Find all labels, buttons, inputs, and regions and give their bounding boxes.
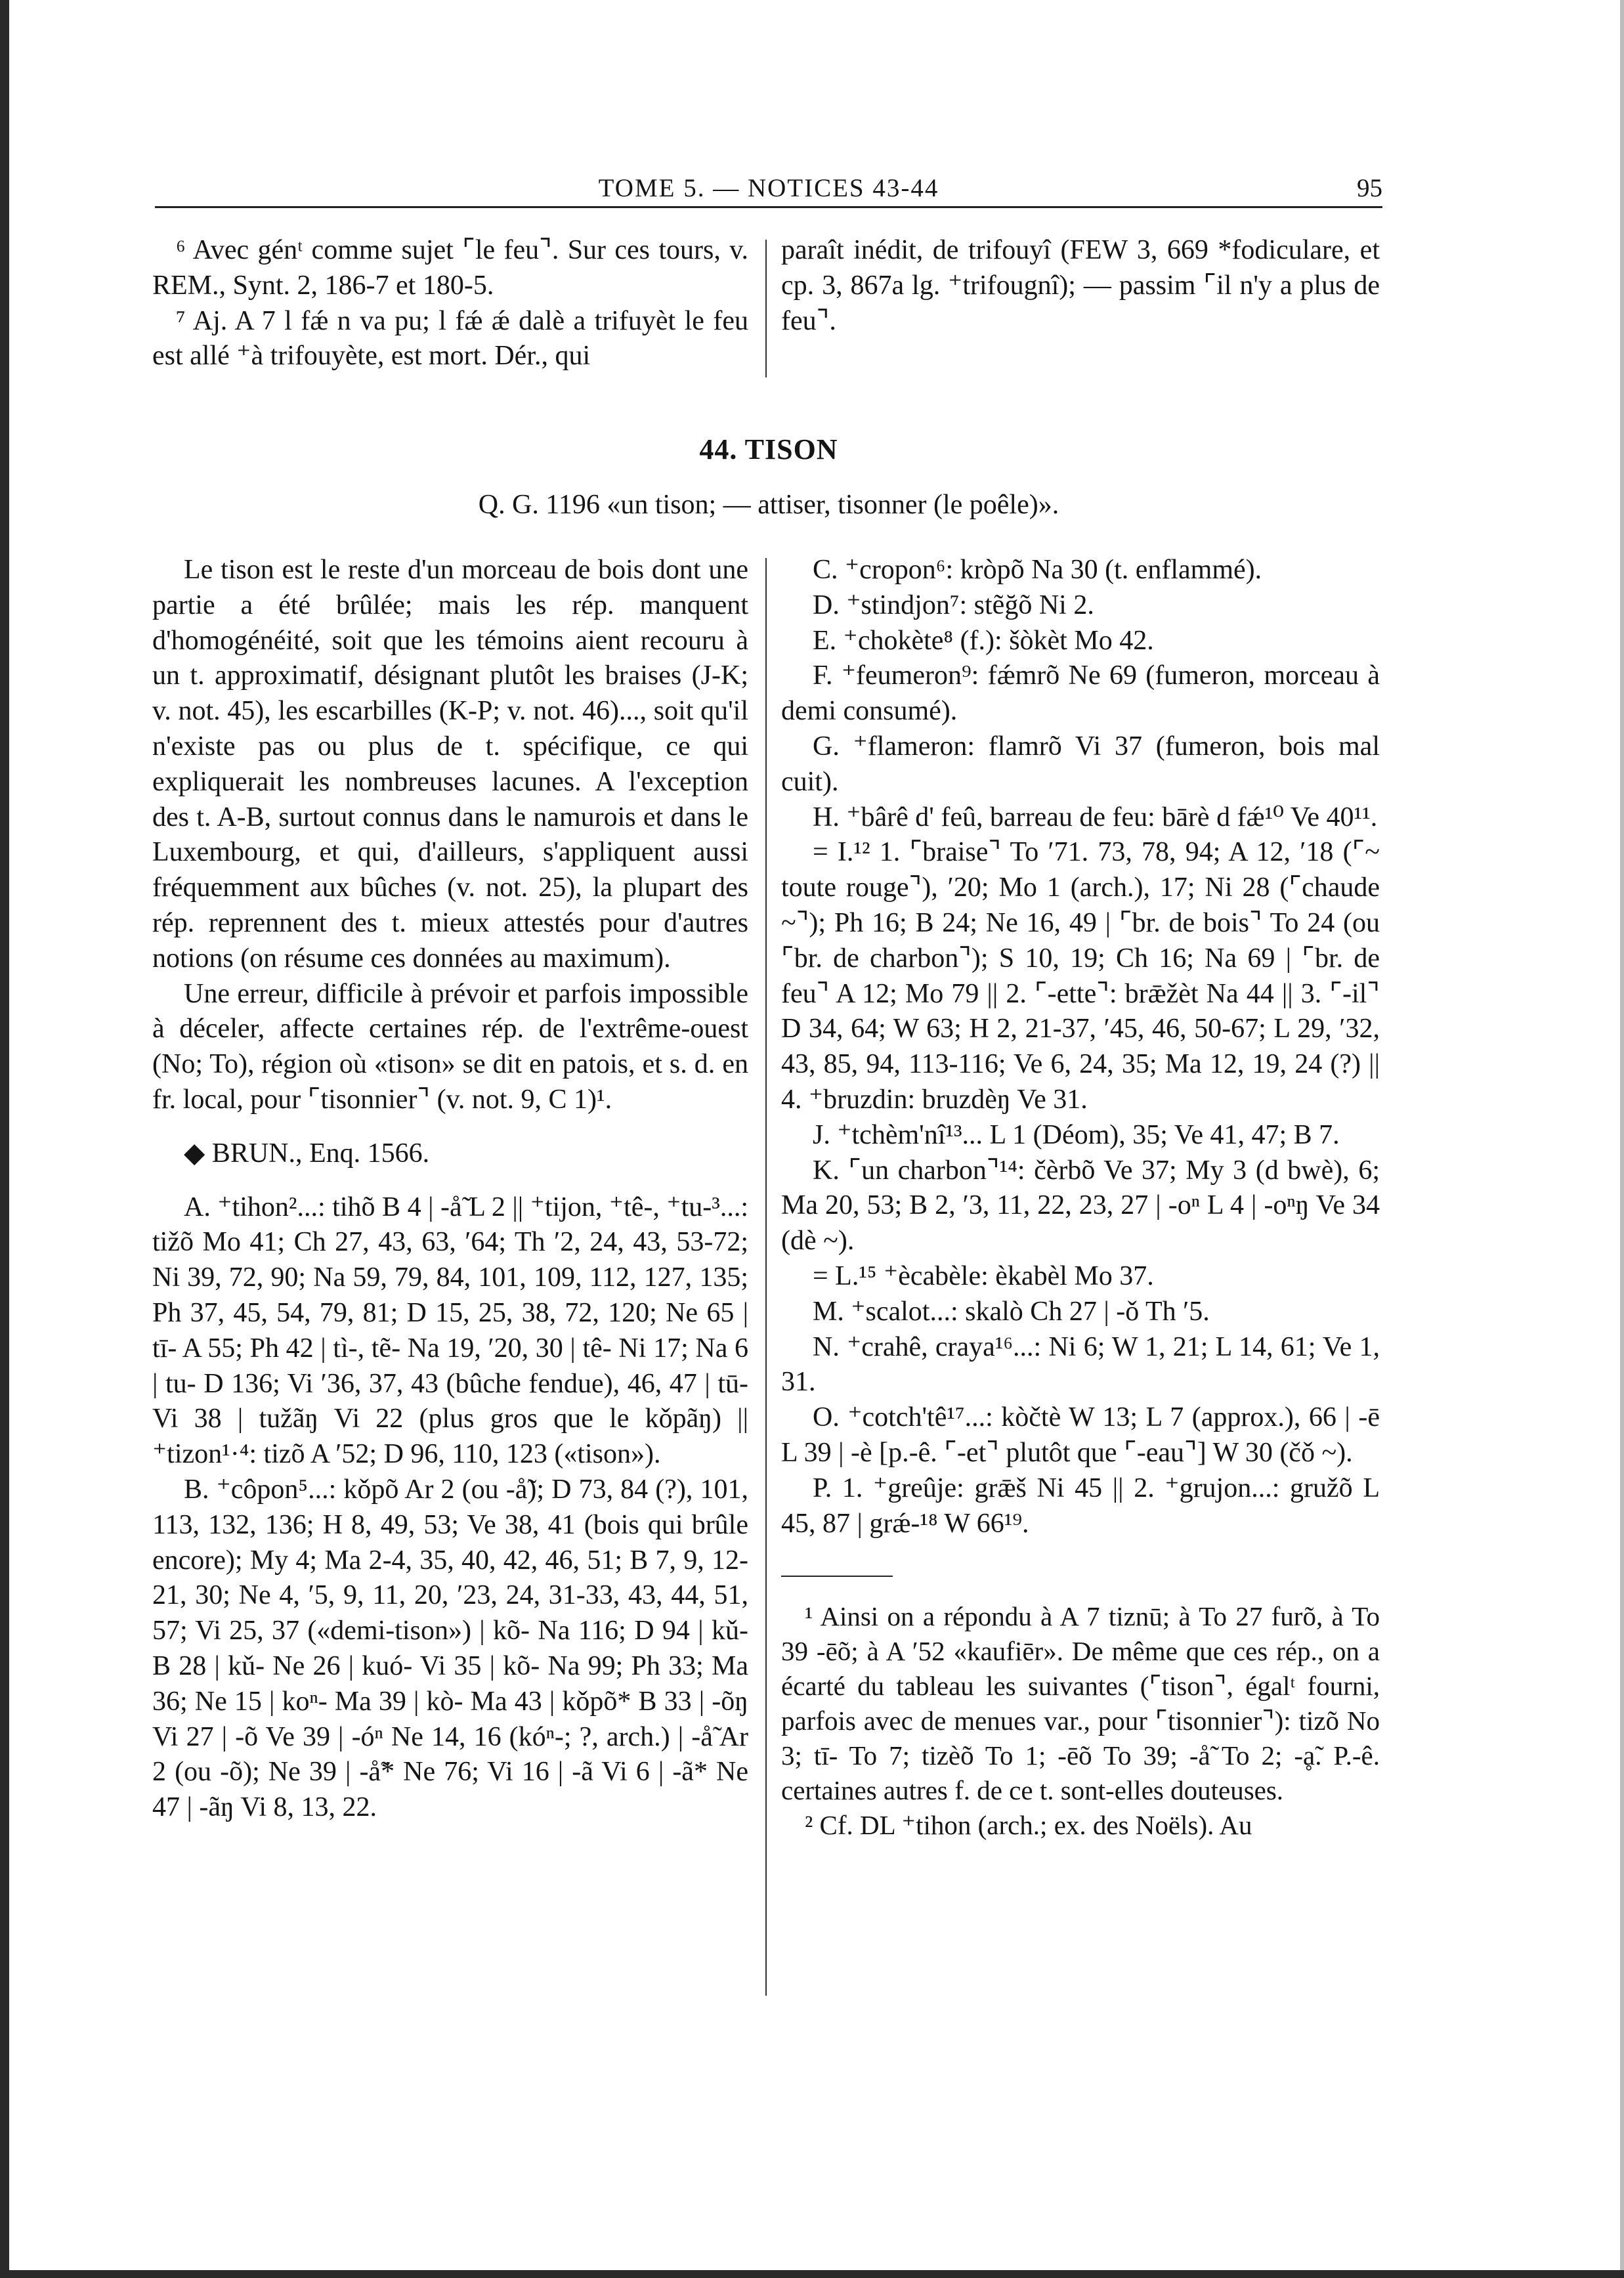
column-divider-top bbox=[765, 240, 767, 377]
footnote-6: ⁶ Avec génᵗ comme sujet ⌜le feu⌝. Sur ces tours, v. REM., Synt. 2, 186-7 et 180-5. bbox=[152, 235, 748, 301]
entry-l: = L.¹⁵ ⁺ècabèle: èkabèl Mo 37. bbox=[813, 1260, 1154, 1291]
entry-c: C. ⁺cropon⁶: kròpõ Na 30 (t. enflammé). bbox=[813, 555, 1262, 585]
entry-j: J. ⁺tchèm'nî¹³... L 1 (Déom), 35; Ve 41, 47; B 7. bbox=[813, 1119, 1340, 1150]
scan-edge-left bbox=[0, 0, 9, 2278]
previous-footnotes-left bbox=[152, 233, 748, 374]
page-number: 95 bbox=[1357, 174, 1382, 202]
intro-paragraph: Le tison est le reste d'un morceau de bois dont une partie a été brûlée; mais les rép. manquent d'homogénéité, soit que les témoins aient recouru à un t. approximatif, désignant plutôt les braises (J-K; v. not. 45), les escarbilles (K-P; v. not. 46)..., soit qu'il n'existe pas ou plus de t. spécifique, ce qui expliquerait les nombreuses lacunes. A l'exception des t. A-B, surtout connus dans le namurois et dans le Luxembourg, et qui, d'ailleurs, s'appliquent aussi fréquemment aux bûches (v. not. 25), la plupart des rép. reprennent des t. mieux attestés pour d'autres notions (on résume ces données au maximum). bbox=[152, 555, 748, 974]
entry-g: G. ⁺flameron: flamrõ Vi 37 (fumeron, bois mal cuit). bbox=[781, 731, 1380, 797]
entry-o: O. ⁺cotch'tê¹⁷...: kòčtè W 13; L 7 (approx.), 66 | -ē L 39 | -è [p.-ê. ⌜-et⌝ plutôt que ⌜-eau⌝] W 30 (čǒ ~). bbox=[781, 1402, 1380, 1468]
scan-edge-bottom bbox=[0, 2270, 1624, 2278]
footnote-7-continued: paraît inédit, de trifouyî (FEW 3, 669 *fodiculare, et cp. 3, 867a lg. ⁺trifougnî); — passim ⌜il n'y a plus de feu⌝. bbox=[781, 235, 1380, 336]
previous-footnotes-right bbox=[781, 233, 1380, 339]
body-right-column bbox=[781, 553, 1380, 1843]
entry-h: H. ⁺bârê d' feû, barreau de feu: bārè d fǽ¹⁰ Ve 40¹¹. bbox=[813, 802, 1378, 832]
footnote-2: ² Cf. DL ⁺tihon (arch.; ex. des Noëls). Au bbox=[805, 1810, 1252, 1841]
scan-edge-right bbox=[1620, 0, 1624, 2278]
enquete-reference: ◆ BRUN., Enq. 1566. bbox=[184, 1138, 430, 1169]
running-title: TOME 5. — NOTICES 43-44 bbox=[598, 174, 939, 202]
entry-e: E. ⁺chokète⁸ (f.): šòkèt Mo 42. bbox=[813, 625, 1154, 656]
article-question: Q. G. 1196 «un tison; — attiser, tisonner (le poêle)». bbox=[478, 490, 1059, 520]
footnote-7: ⁷ Aj. A 7 l fǽ n va pu; l fǽ ǽ dalè a trifuyèt le feu est allé ⁺à trifouyète, est mort. Dér., qui bbox=[152, 305, 748, 372]
entry-a: A. ⁺tihon²...: tihõ B 4 | -å̃ L 2 || ⁺tijon, ⁺tê-, ⁺tu-³...: tižõ Mo 41; Ch 27, 43, 63, ′64; Th ′2, 24, 43, 53-72; Ni 39, 72, 90; Na 59, 79, 84, 101, 109, 112, 127, 135; Ph 37, 45, 54, 79, 81; D 15, 25, 38, 72, 120; Ne 65 | tī- A 55; Ph 42 | tì-, tẽ- Na 19, ′20, 30 | tê- Ni 17; Na 6 | tu- D 136; Vi ′36, 37, 43 (bûche fendue), 46, 47 | tū- Vi 38 | tužãŋ Vi 22 (plus gros que le kǒpãŋ) || ⁺tizon¹·⁴: tizõ A ′52; D 96, 110, 123 («tison»). bbox=[152, 1192, 748, 1470]
footnotes bbox=[781, 1599, 1380, 1843]
entry-i: = I.¹² 1. ⌜braise⌝ To ′71. 73, 78, 94; A 12, ′18 (⌜~ toute rouge⌝), ′20; Mo 1 (arch.), 17; Ni 28 (⌜chaude ~⌝); Ph 16; B 24; Ne 16, 49 | ⌜br. de bois⌝ To 24 (ou ⌜br. de charbon⌝); S 10, 19; Ch 16; Na 69 | ⌜br. de feu⌝ A 12; Mo 79 || 2. ⌜-ette⌝: brǣžèt Na 44 || 3. ⌜-il⌝ D 34, 64; W 63; H 2, 21-37, ′45, 46, 50-67; L 29, ′32, 43, 85, 94, 113-116; Ve 6, 24, 35; Ma 12, 19, 24 (?) || 4. ⁺bruzdin: bruzdèŋ Ve 31. bbox=[781, 837, 1380, 1115]
column-divider-body bbox=[765, 558, 767, 1996]
footnote-1: ¹ Ainsi on a répondu à A 7 tiznū; à To 27 furõ, à To 39 -ēõ; à A ′52 «kaufiēr». De même que ces rép., on a écarté du tableau les suivantes (⌜tison⌝, égalᵗ fourni, parfois avec de menues var., pour ⌜tisonnier⌝): tizõ No 3; tī- To 7; tizèõ To 1; -ēõ To 39; -å̃ To 2; -ḁ̃. P.-ê. certaines autres f. de ce t. sont-elles douteuses. bbox=[781, 1601, 1380, 1806]
entry-d: D. ⁺stindjon⁷: stẽğõ Ni 2. bbox=[813, 590, 1094, 620]
running-header bbox=[155, 169, 1382, 207]
article-title: 44. TISON bbox=[699, 433, 838, 465]
entry-k: K. ⌜un charbon⌝¹⁴: čèrbõ Ve 37; My 3 (d bwè), 6; Ma 20, 53; B 2, ′3, 11, 22, 23, 27 | -oⁿ L 4 | -oⁿŋ Ve 34 (dè ~). bbox=[781, 1155, 1380, 1257]
entry-p: P. 1. ⁺greûje: grǣš Ni 45 || 2. ⁺grujon...: gružõ L 45, 87 | grǽ-¹⁸ W 66¹⁹. bbox=[781, 1472, 1380, 1539]
header-rule bbox=[155, 206, 1382, 208]
body-left-column bbox=[152, 553, 748, 1826]
caveat-paragraph: Une erreur, difficile à prévoir et parfois impossible à déceler, affecte certaines rép. de l'extrême-ouest (No; To), région où «tison» se dit en patois, et s. d. en fr. local, pour ⌜tisonnier⌝ (v. not. 9, C 1)¹. bbox=[152, 978, 748, 1115]
footnote-rule bbox=[781, 1576, 893, 1577]
entry-m: M. ⁺scalot...: skalò Ch 27 | -ǒ Th ′5. bbox=[813, 1296, 1210, 1327]
entry-f: F. ⁺feumeron⁹: fǽmrõ Ne 69 (fumeron, morceau à demi consumé). bbox=[781, 660, 1380, 727]
entry-n: N. ⁺crahê, craya¹⁶...: Ni 6; W 1, 21; L 14, 61; Ve 1, 31. bbox=[781, 1331, 1380, 1398]
entry-b: B. ⁺côpon⁵...: kǒpõ Ar 2 (ou -å̃); D 73, 84 (?), 101, 113, 132, 136; H 8, 49, 53; Ve 38, 41 (bois qui brûle encore); My 4; Ma 2-4, 35, 40, 42, 46, 51; B 7, 9, 12-21, 30; Ne 4, ′5, 9, 11, 20, ′23, 24, 31-33, 43, 44, 51, 57; Vi 25, 37 («demi-tison») | kõ- Na 116; D 94 | kǔ- B 28 | kǔ- Ne 26 | kuó- Vi 35 | kõ- Na 99; Ph 33; Ma 36; Ne 15 | koⁿ- Ma 39 | kò- Ma 43 | kǒpõ* B 33 | -õŋ Vi 27 | -õ Ve 39 | -óⁿ Ne 14, 16 (kóⁿ-; ?, arch.) | -å̃ Ar 2 (ou -õ); Ne 39 | -å̃* Ne 76; Vi 16 | -ã Vi 6 | -ã* Ne 47 | -ãŋ Vi 8, 13, 22. bbox=[152, 1474, 748, 1823]
